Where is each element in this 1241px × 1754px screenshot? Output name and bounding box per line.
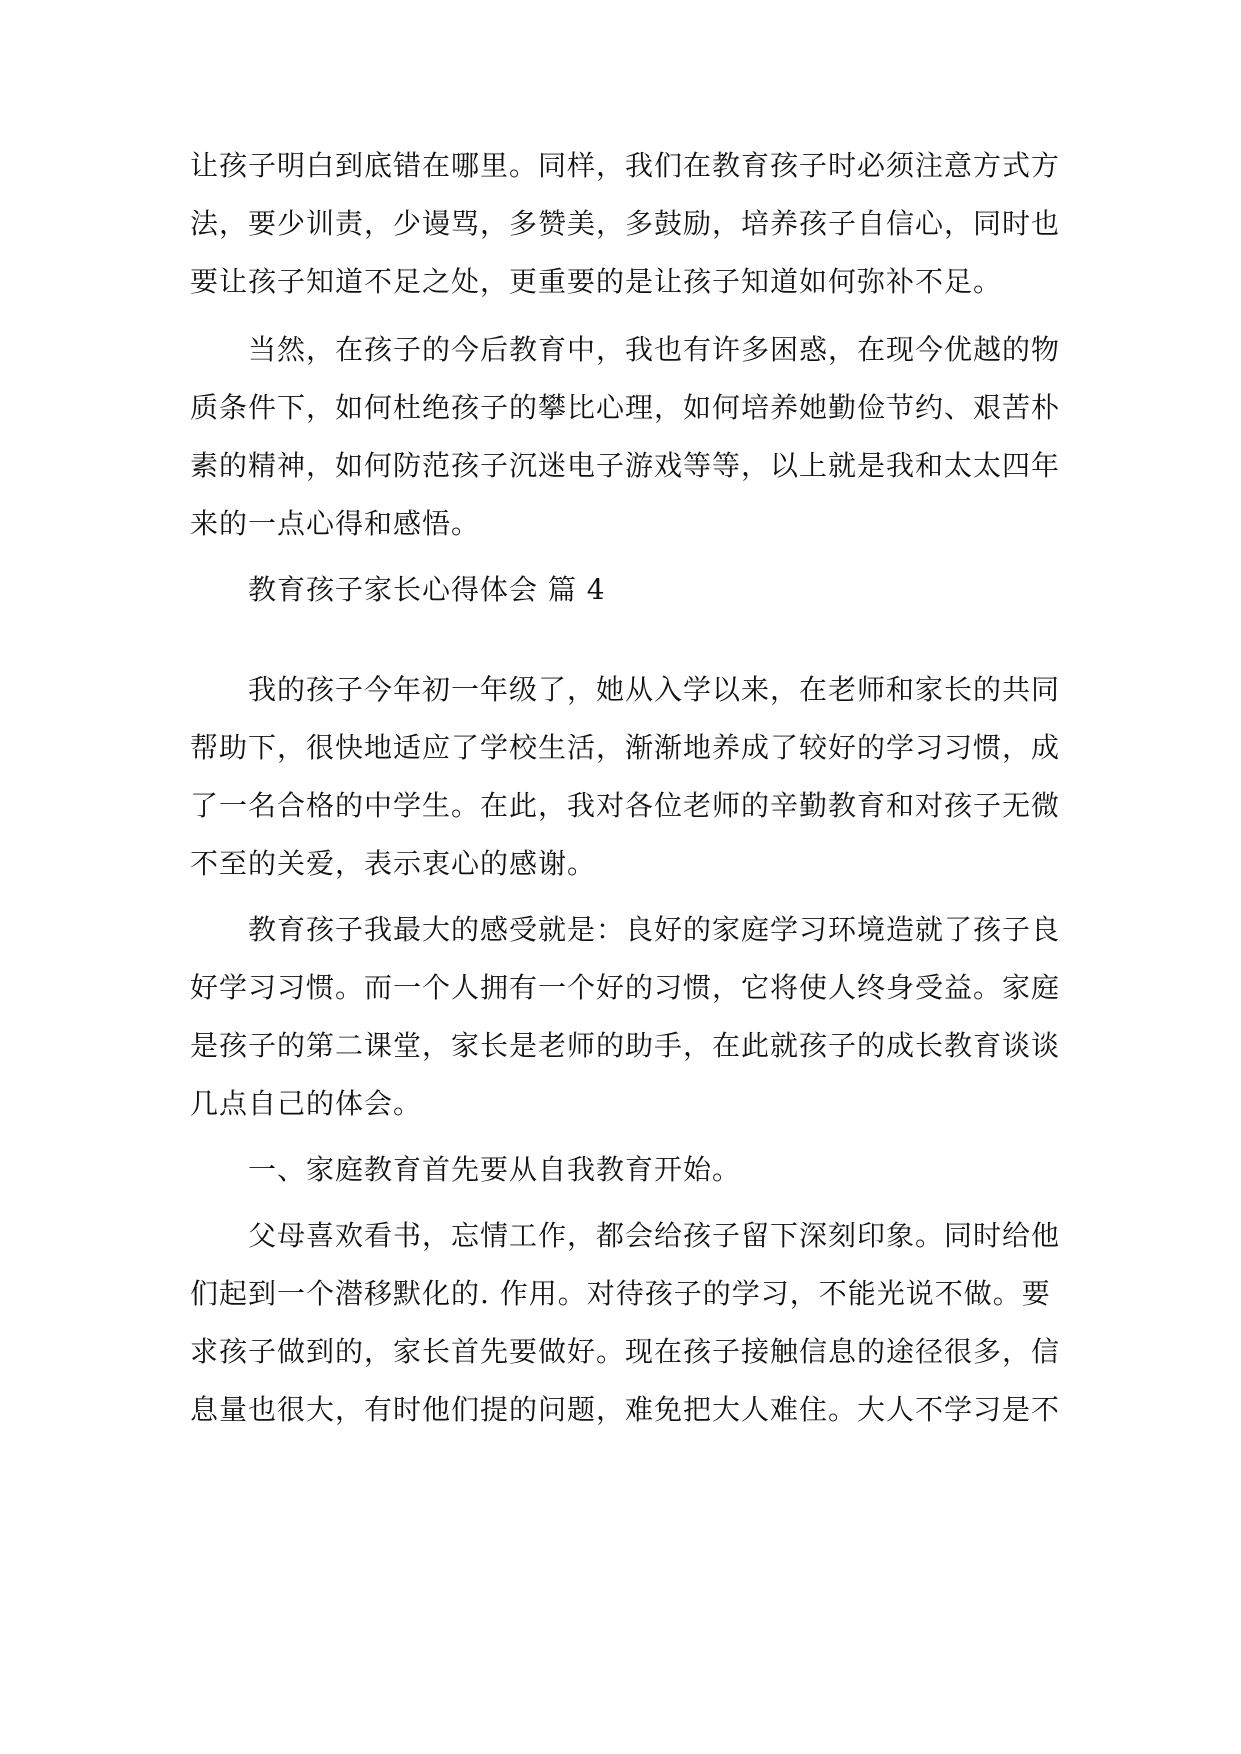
- paragraph-line: 要让孩子知道不足之处，更重要的是让孩子知道如何弥补不足。: [190, 265, 1003, 298]
- paragraph-line: 了一名合格的中学生。在此，我对各位老师的辛勤教育和对孩子无微: [190, 789, 1061, 822]
- paragraph-line: 们起到一个潜移默化的. 作用。对待孩子的学习，不能光说不做。要: [190, 1277, 1051, 1310]
- paragraph-line: 几点自己的体会。: [190, 1087, 423, 1120]
- paragraph-line: 我的孩子今年初一年级了，她从入学以来，在老师和家长的共同: [248, 673, 1061, 706]
- paragraph-line: 素的精神，如何防范孩子沉迷电子游戏等等，以上就是我和太太四年: [190, 449, 1061, 482]
- section-heading: 教育孩子家长心得体会 篇 4: [248, 573, 606, 606]
- paragraph-line: 当然，在孩子的今后教育中，我也有许多困惑，在现今优越的物: [248, 333, 1061, 366]
- paragraph-line: 是孩子的第二课堂，家长是老师的助手，在此就孩子的成长教育谈谈: [190, 1029, 1061, 1062]
- paragraph-line: 来的一点心得和感悟。: [190, 507, 481, 540]
- paragraph-line: 求孩子做到的，家长首先要做好。现在孩子接触信息的途径很多，信: [190, 1335, 1061, 1368]
- paragraph-line: 好学习习惯。而一个人拥有一个好的习惯，它将使人终身受益。家庭: [190, 971, 1061, 1004]
- paragraph-line: 息量也很大，有时他们提的问题，难免把大人难住。大人不学习是不: [190, 1393, 1061, 1426]
- paragraph-line: 法，要少训责，少谩骂，多赞美，多鼓励，培养孩子自信心，同时也: [190, 207, 1061, 240]
- paragraph-line: 让孩子明白到底错在哪里。同样，我们在教育孩子时必须注意方式方: [190, 149, 1061, 182]
- paragraph-line: 一、家庭教育首先要从自我教育开始。: [248, 1153, 742, 1186]
- paragraph-line: 质条件下，如何杜绝孩子的攀比心理，如何培养她勤俭节约、艰苦朴: [190, 391, 1061, 424]
- paragraph-line: 教育孩子我最大的感受就是：良好的家庭学习环境造就了孩子良: [248, 913, 1061, 946]
- paragraph-line: 父母喜欢看书，忘情工作，都会给孩子留下深刻印象。同时给他: [248, 1219, 1061, 1252]
- paragraph-line: 不至的关爱，表示衷心的感谢。: [190, 847, 597, 880]
- paragraph-line: 帮助下，很快地适应了学校生活，渐渐地养成了较好的学习习惯，成: [190, 731, 1061, 764]
